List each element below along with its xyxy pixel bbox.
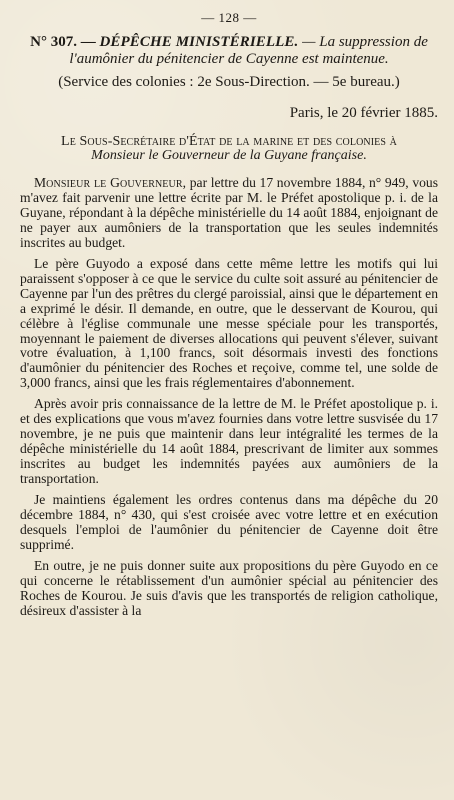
addressee-title: Le Sous-Secrétaire d'État de la marine et des colonies à bbox=[61, 133, 397, 149]
paragraph-1-text: par lettre du 17 novembre 1884, n° 949, vous m'avez fait parvenir une lettre écrite par M. le Préfet apostolique p. i. de la Guyane, répondant à la dépêche ministérielle du 14 août 1884, enjoignant de ne payer aux aumôniers de la transportation que les seules indemnités inscrites au budget. bbox=[20, 174, 438, 250]
service-line: (Service des colonies : 2e Sous-Direction. — 5e bureau.) bbox=[58, 73, 400, 90]
document-body bbox=[20, 176, 438, 619]
salutation: Monsieur le Gouverneur, bbox=[34, 174, 187, 190]
paragraph-1 bbox=[20, 176, 438, 251]
page-number: — 128 — bbox=[201, 10, 257, 25]
heading-number: N° 307. — bbox=[30, 34, 100, 50]
date-line: Paris, le 20 février 1885. bbox=[289, 104, 438, 121]
paragraph-2: Le père Guyodo a exposé dans cette même lettre les motifs qui lui paraissent s'opposer à ce que le service du culte soit assuré au pénitencier de Cayenne par l'un des prêtres du clergé paroissial, ainsi que le département en a exprimé le désir. Il demande, en outre, que le desservant de Kourou, qui célèbre à l'église communale une messe spéciale pour les transportés, moyennant le paiement de diverses allocations qui peuvent s'élever, suivant votre évaluation, à 1,100 francs, soit désormais investi des fonctions d'aumônier du pénitencier des Roches et reçoive, comme tel, une solde de 3,000 francs, ainsi que les frais réglementaires d'abonnement. bbox=[20, 255, 438, 391]
paragraph-3: Après avoir pris connaissance de la lettre de M. le Préfet apostolique p. i. et des explications que vous m'avez fournies dans votre lettre susvisée du 17 novembre, je ne puis que maintenir dans leur intégralité les termes de la dépêche ministérielle du 14 août 1884, prescrivant de limiter aux sommes inscrites au budget les indemnités payées aux aumôniers de la transportation. bbox=[20, 396, 438, 487]
paragraph-4: Je maintiens également les ordres contenus dans ma dépêche du 20 décembre 1884, n° 430, qui s'est croisée avec votre lettre et en exécution desquels l'emploi de l'aumônier du pénitencier de Cayenne doit être supprimé. bbox=[20, 492, 438, 552]
addressee bbox=[20, 135, 438, 164]
addressee-recipient: Monsieur le Gouverneur de la Guyane française. bbox=[91, 148, 367, 164]
document-heading bbox=[20, 34, 438, 68]
heading-subtitle: — La suppression de l'aumônier du pénitencier de Cayenne est maintenue. bbox=[69, 34, 428, 67]
heading-title: DÉPÊCHE MINISTÉRIELLE. bbox=[99, 34, 299, 50]
paragraph-5: En outre, je ne puis donner suite aux propositions du père Guyodo en ce qui concerne le rétablissement d'un aumônier spécial au pénitencier des Roches de Kourou. Je suis d'avis que les transportés de religion catholique, désireux d'assister à la bbox=[20, 557, 438, 618]
